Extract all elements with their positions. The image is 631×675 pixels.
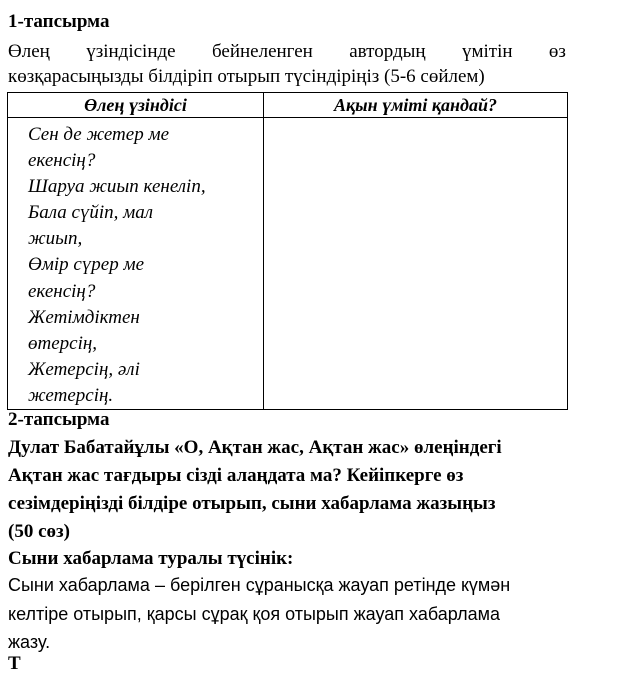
task2-line: Дулат Бабатайұлы «О, Ақтан жас, Ақтан жас» өлеңіндегі [8,437,502,458]
concept-heading: Сыни хабарлама туралы түсінік: [8,548,294,569]
verse-line: жетерсің. [28,384,114,406]
prompt-word: бейнеленген [211,41,313,62]
cut-off-next-line [8,653,26,674]
table-header-row [8,93,568,118]
verse-line: екенсің? [28,280,96,302]
prompt-word: үмітін [461,41,513,62]
prompt-word: Өлең [8,41,50,62]
prompt-word: өз [548,41,566,62]
verse-line: жиып, [28,228,83,250]
verse-line: екенсің? [28,150,96,172]
prompt-word: автордың [349,41,426,62]
task2-line: Ақтан жас тағдыры сізді алаңдата ма? Кейіпкерге өз [8,465,464,486]
concept-line: Сыни хабарлама – берілген сұранысқа жауап ретінде күмән [8,575,511,595]
task2-line: сезімдеріңізді білдіре отырып, сыни хабарлама жазыңыз [8,493,496,514]
verse-line: Бала сүйіп, мал [28,202,154,224]
cut-off-letter: Т [8,653,21,674]
answer-cell[interactable] [264,118,568,410]
task1-heading: 1-тапсырма [8,11,110,32]
task2-heading: 2-тапсырма [8,409,110,430]
verse-cell [8,118,264,410]
task2-line: (50 сөз) [8,521,70,542]
verse-line: Өмір сүрер ме [28,254,145,276]
table-row [8,118,568,410]
concept-line: жазу. [8,632,51,652]
concept-line: келтіре отырып, қарсы сұрақ қоя отырып жауап хабарлама [8,604,501,624]
poem-table [7,92,568,410]
verse-line: өтерсің, [28,332,98,354]
task1-prompt-line1 [8,40,566,63]
header-poem-excerpt: Өлең үзіндісі [8,93,264,118]
header-poet-hope: Ақын үміті қандай? [264,93,568,118]
verse-line: Шаруа жиып кенеліп, [28,176,206,198]
verse-line: Жетерсің, әлі [28,358,140,380]
verse-line: Жетімдіктен [28,306,140,328]
prompt-word: үзіндісінде [86,41,176,62]
task1-prompt-line2: көзқарасыңызды білдіріп отырып түсіндіріңіз (5-6 сөйлем) [8,66,485,87]
verse-line: Сен де жетер ме [28,124,170,145]
